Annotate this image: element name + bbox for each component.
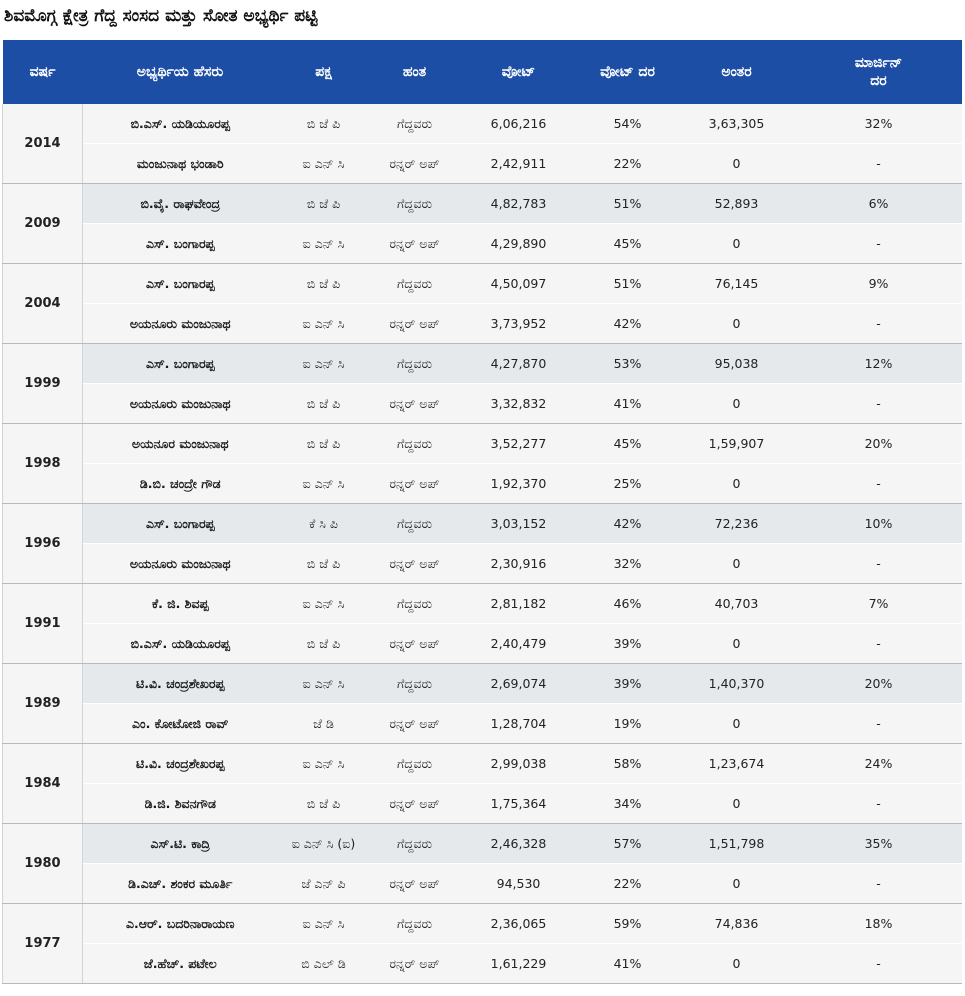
margin-rate-cell: 20% xyxy=(796,664,962,704)
table-body xyxy=(3,104,962,984)
party-cell: ಐ ಎನ್ ಸಿ xyxy=(278,744,370,784)
stage-cell: ರನ್ನರ್ ಅಪ್ xyxy=(370,224,460,264)
table-row xyxy=(3,704,962,744)
vote-rate-cell: 19% xyxy=(578,704,678,744)
margin-cell: 3,63,305 xyxy=(678,104,796,144)
votes-cell: 1,61,229 xyxy=(460,944,578,984)
party-cell: ಐ ಎನ್ ಸಿ xyxy=(278,144,370,184)
margin-rate-cell: 20% xyxy=(796,424,962,464)
year-cell: 1991 xyxy=(3,584,83,664)
table-row xyxy=(3,344,962,384)
votes-cell: 4,27,870 xyxy=(460,344,578,384)
margin-rate-cell: - xyxy=(796,864,962,904)
year-cell: 1989 xyxy=(3,664,83,744)
stage-cell: ಗೆದ್ದವರು xyxy=(370,904,460,944)
votes-cell: 2,69,074 xyxy=(460,664,578,704)
party-cell: ಐ ಎನ್ ಸಿ xyxy=(278,344,370,384)
party-cell: ಐ ಎನ್ ಸಿ xyxy=(278,584,370,624)
header-year: ವರ್ಷ xyxy=(3,40,83,104)
vote-rate-cell: 22% xyxy=(578,864,678,904)
margin-rate-cell: 35% xyxy=(796,824,962,864)
vote-rate-cell: 46% xyxy=(578,584,678,624)
party-cell: ಐ ಎನ್ ಸಿ (ಐ) xyxy=(278,824,370,864)
table-row xyxy=(3,904,962,944)
candidate-name: ಡಿ.ಜಿ. ಶಿವನಗೌಡ xyxy=(83,784,278,824)
page-title: ಶಿವಮೊಗ್ಗ ಕ್ಷೇತ್ರ ಗೆದ್ದ ಸಂಸದ ಮತ್ತು ಸೋತ ಅಭ್ಯರ್ಥಿ ಪಟ್ಟಿ xyxy=(4,6,318,26)
year-cell: 2004 xyxy=(3,264,83,344)
table-row xyxy=(3,104,962,144)
party-cell: ಬಿ ಜೆ ಪಿ xyxy=(278,624,370,664)
votes-cell: 94,530 xyxy=(460,864,578,904)
year-cell: 2014 xyxy=(3,104,83,184)
votes-cell: 1,92,370 xyxy=(460,464,578,504)
vote-rate-cell: 57% xyxy=(578,824,678,864)
candidate-name: ಡಿ.ಎಚ್. ಶಂಕರ ಮೂರ್ತಿ xyxy=(83,864,278,904)
candidate-name: ಟಿ.ವಿ. ಚಂದ್ರಶೇಖರಪ್ಪ xyxy=(83,744,278,784)
vote-rate-cell: 53% xyxy=(578,344,678,384)
margin-cell: 0 xyxy=(678,544,796,584)
stage-cell: ರನ್ನರ್ ಅಪ್ xyxy=(370,464,460,504)
candidate-name: ಅಯನೂರು ಮಂಜುನಾಥ xyxy=(83,544,278,584)
party-cell: ಬಿ ಜೆ ಪಿ xyxy=(278,384,370,424)
vote-rate-cell: 45% xyxy=(578,224,678,264)
stage-cell: ಗೆದ್ದವರು xyxy=(370,664,460,704)
year-cell: 1999 xyxy=(3,344,83,424)
vote-rate-cell: 34% xyxy=(578,784,678,824)
votes-cell: 4,82,783 xyxy=(460,184,578,224)
table-row xyxy=(3,584,962,624)
margin-rate-cell: - xyxy=(796,304,962,344)
year-cell: 1977 xyxy=(3,904,83,984)
votes-cell: 2,81,182 xyxy=(460,584,578,624)
stage-cell: ಗೆದ್ದವರು xyxy=(370,264,460,304)
margin-rate-cell: - xyxy=(796,144,962,184)
margin-cell: 0 xyxy=(678,704,796,744)
table-row xyxy=(3,264,962,304)
candidate-name: ಟಿ.ವಿ. ಚಂದ್ರಶೇಖರಪ್ಪ xyxy=(83,664,278,704)
stage-cell: ರನ್ನರ್ ಅಪ್ xyxy=(370,144,460,184)
stage-cell: ಗೆದ್ದವರು xyxy=(370,424,460,464)
vote-rate-cell: 41% xyxy=(578,384,678,424)
party-cell: ಬಿ ಜೆ ಪಿ xyxy=(278,784,370,824)
stage-cell: ಗೆದ್ದವರು xyxy=(370,744,460,784)
candidate-name: ಎಸ್. ಬಂಗಾರಪ್ಪ xyxy=(83,224,278,264)
candidate-name: ಬಿ.ಎಸ್. ಯಡಿಯೂರಪ್ಪ xyxy=(83,624,278,664)
candidate-name: ಎಸ್. ಬಂಗಾರಪ್ಪ xyxy=(83,504,278,544)
margin-rate-cell: - xyxy=(796,784,962,824)
margin-rate-cell: - xyxy=(796,384,962,424)
year-cell: 1980 xyxy=(3,824,83,904)
margin-rate-cell: 32% xyxy=(796,104,962,144)
stage-cell: ರನ್ನರ್ ಅಪ್ xyxy=(370,944,460,984)
margin-cell: 1,23,674 xyxy=(678,744,796,784)
party-cell: ಐ ಎನ್ ಸಿ xyxy=(278,464,370,504)
header-margin: ಅಂತರ xyxy=(678,40,796,104)
header-row xyxy=(3,40,962,104)
stage-cell: ರನ್ನರ್ ಅಪ್ xyxy=(370,624,460,664)
candidate-name: ಎ.ಆರ್. ಬದರಿನಾರಾಯಣ xyxy=(83,904,278,944)
candidate-name: ಅಯನೂರು ಮಂಜುನಾಥ xyxy=(83,384,278,424)
margin-cell: 95,038 xyxy=(678,344,796,384)
votes-cell: 3,52,277 xyxy=(460,424,578,464)
votes-cell: 2,36,065 xyxy=(460,904,578,944)
margin-cell: 1,59,907 xyxy=(678,424,796,464)
vote-rate-cell: 41% xyxy=(578,944,678,984)
party-cell: ಬಿ ಜೆ ಪಿ xyxy=(278,184,370,224)
party-cell: ಕೆ ಸಿ ಪಿ xyxy=(278,504,370,544)
margin-cell: 0 xyxy=(678,624,796,664)
candidate-name: ಅಯನೂರು ಮಂಜುನಾಥ xyxy=(83,304,278,344)
header-margin-rate: ಮಾರ್ಜಿನ್ ದರ xyxy=(796,40,962,104)
margin-cell: 0 xyxy=(678,464,796,504)
margin-cell: 0 xyxy=(678,864,796,904)
candidate-name: ಬಿ.ವೈ. ರಾಘವೇಂದ್ರ xyxy=(83,184,278,224)
header-party: ಪಕ್ಷ xyxy=(278,40,370,104)
margin-rate-cell: 12% xyxy=(796,344,962,384)
stage-cell: ರನ್ನರ್ ಅಪ್ xyxy=(370,544,460,584)
year-cell: 2009 xyxy=(3,184,83,264)
votes-cell: 3,03,152 xyxy=(460,504,578,544)
vote-rate-cell: 25% xyxy=(578,464,678,504)
vote-rate-cell: 32% xyxy=(578,544,678,584)
stage-cell: ರನ್ನರ್ ಅಪ್ xyxy=(370,384,460,424)
votes-cell: 4,29,890 xyxy=(460,224,578,264)
votes-cell: 2,46,328 xyxy=(460,824,578,864)
party-cell: ಜೆ ಡಿ xyxy=(278,704,370,744)
table-row xyxy=(3,744,962,784)
margin-rate-cell: - xyxy=(796,544,962,584)
table-row xyxy=(3,384,962,424)
table-row xyxy=(3,184,962,224)
margin-rate-cell: 6% xyxy=(796,184,962,224)
vote-rate-cell: 22% xyxy=(578,144,678,184)
table-row xyxy=(3,784,962,824)
table-row xyxy=(3,144,962,184)
margin-cell: 74,836 xyxy=(678,904,796,944)
vote-rate-cell: 51% xyxy=(578,264,678,304)
table-row xyxy=(3,664,962,704)
vote-rate-cell: 45% xyxy=(578,424,678,464)
candidate-name: ಜೆ.ಹೆಚ್. ಪಟೇಲ xyxy=(83,944,278,984)
vote-rate-cell: 42% xyxy=(578,304,678,344)
margin-cell: 72,236 xyxy=(678,504,796,544)
stage-cell: ಗೆದ್ದವರು xyxy=(370,504,460,544)
margin-cell: 1,40,370 xyxy=(678,664,796,704)
vote-rate-cell: 39% xyxy=(578,664,678,704)
margin-rate-cell: - xyxy=(796,224,962,264)
table-header xyxy=(3,40,962,104)
margin-rate-cell: - xyxy=(796,704,962,744)
year-cell: 1996 xyxy=(3,504,83,584)
header-stage: ಹಂತ xyxy=(370,40,460,104)
vote-rate-cell: 39% xyxy=(578,624,678,664)
margin-cell: 0 xyxy=(678,944,796,984)
votes-cell: 2,42,911 xyxy=(460,144,578,184)
party-cell: ಬಿ ಎಲ್ ಡಿ xyxy=(278,944,370,984)
margin-cell: 0 xyxy=(678,304,796,344)
party-cell: ಐ ಎನ್ ಸಿ xyxy=(278,304,370,344)
party-cell: ಬಿ ಜೆ ಪಿ xyxy=(278,424,370,464)
margin-rate-cell: 18% xyxy=(796,904,962,944)
header-votes: ವೋಟ್ xyxy=(460,40,578,104)
header-candidate: ಅಭ್ಯರ್ಥಿಯ ಹೆಸರು xyxy=(83,40,278,104)
party-cell: ಐ ಎನ್ ಸಿ xyxy=(278,224,370,264)
candidate-name: ಎಸ್.ಟಿ. ಕಾದ್ರಿ xyxy=(83,824,278,864)
margin-cell: 40,703 xyxy=(678,584,796,624)
margin-cell: 1,51,798 xyxy=(678,824,796,864)
party-cell: ಬಿ ಜೆ ಪಿ xyxy=(278,104,370,144)
party-cell: ಜೆ ಎನ್ ಪಿ xyxy=(278,864,370,904)
votes-cell: 1,28,704 xyxy=(460,704,578,744)
margin-cell: 52,893 xyxy=(678,184,796,224)
candidate-name: ಡಿ.ಬಿ. ಚಂದ್ರೇ ಗೌಡ xyxy=(83,464,278,504)
stage-cell: ರನ್ನರ್ ಅಪ್ xyxy=(370,864,460,904)
votes-cell: 6,06,216 xyxy=(460,104,578,144)
stage-cell: ಗೆದ್ದವರು xyxy=(370,584,460,624)
table-row xyxy=(3,544,962,584)
candidate-name: ಕೆ. ಜಿ. ಶಿವಪ್ಪ xyxy=(83,584,278,624)
vote-rate-cell: 54% xyxy=(578,104,678,144)
votes-cell: 1,75,364 xyxy=(460,784,578,824)
stage-cell: ರನ್ನರ್ ಅಪ್ xyxy=(370,304,460,344)
party-cell: ಐ ಎನ್ ಸಿ xyxy=(278,904,370,944)
party-cell: ಐ ಎನ್ ಸಿ xyxy=(278,664,370,704)
margin-rate-cell: - xyxy=(796,944,962,984)
year-cell: 1998 xyxy=(3,424,83,504)
party-cell: ಬಿ ಜೆ ಪಿ xyxy=(278,264,370,304)
stage-cell: ಗೆದ್ದವರು xyxy=(370,184,460,224)
table-row xyxy=(3,824,962,864)
margin-cell: 0 xyxy=(678,784,796,824)
votes-cell: 2,30,916 xyxy=(460,544,578,584)
vote-rate-cell: 42% xyxy=(578,504,678,544)
vote-rate-cell: 51% xyxy=(578,184,678,224)
table-row xyxy=(3,224,962,264)
candidate-name: ಎಸ್. ಬಂಗಾರಪ್ಪ xyxy=(83,264,278,304)
header-vote-rate: ವೋಟ್ ದರ xyxy=(578,40,678,104)
stage-cell: ಗೆದ್ದವರು xyxy=(370,104,460,144)
table-row xyxy=(3,464,962,504)
election-results-table xyxy=(2,40,962,984)
table-row xyxy=(3,304,962,344)
margin-rate-cell: 7% xyxy=(796,584,962,624)
candidate-name: ಮಂಜುನಾಥ ಭಂಡಾರಿ xyxy=(83,144,278,184)
stage-cell: ಗೆದ್ದವರು xyxy=(370,824,460,864)
votes-cell: 3,32,832 xyxy=(460,384,578,424)
table-row xyxy=(3,624,962,664)
candidate-name: ಎಂ. ಕೋಟೋಜಿ ರಾವ್ xyxy=(83,704,278,744)
stage-cell: ರನ್ನರ್ ಅಪ್ xyxy=(370,784,460,824)
vote-rate-cell: 58% xyxy=(578,744,678,784)
stage-cell: ರನ್ನರ್ ಅಪ್ xyxy=(370,704,460,744)
candidate-name: ಬಿ.ಎಸ್. ಯಡಿಯೂರಪ್ಪ xyxy=(83,104,278,144)
stage-cell: ಗೆದ್ದವರು xyxy=(370,344,460,384)
votes-cell: 3,73,952 xyxy=(460,304,578,344)
margin-rate-cell: 10% xyxy=(796,504,962,544)
year-cell: 1984 xyxy=(3,744,83,824)
votes-cell: 4,50,097 xyxy=(460,264,578,304)
margin-cell: 0 xyxy=(678,224,796,264)
candidate-name: ಅಯನೂರ ಮಂಜುನಾಥ xyxy=(83,424,278,464)
party-cell: ಬಿ ಜೆ ಪಿ xyxy=(278,544,370,584)
margin-cell: 0 xyxy=(678,144,796,184)
margin-rate-cell: 9% xyxy=(796,264,962,304)
margin-rate-cell: 24% xyxy=(796,744,962,784)
margin-rate-cell: - xyxy=(796,464,962,504)
table-row xyxy=(3,504,962,544)
votes-cell: 2,40,479 xyxy=(460,624,578,664)
table-row xyxy=(3,864,962,904)
margin-cell: 76,145 xyxy=(678,264,796,304)
margin-cell: 0 xyxy=(678,384,796,424)
candidate-name: ಎಸ್. ಬಂಗಾರಪ್ಪ xyxy=(83,344,278,384)
vote-rate-cell: 59% xyxy=(578,904,678,944)
votes-cell: 2,99,038 xyxy=(460,744,578,784)
table-row xyxy=(3,944,962,984)
table-row xyxy=(3,424,962,464)
margin-rate-cell: - xyxy=(796,624,962,664)
